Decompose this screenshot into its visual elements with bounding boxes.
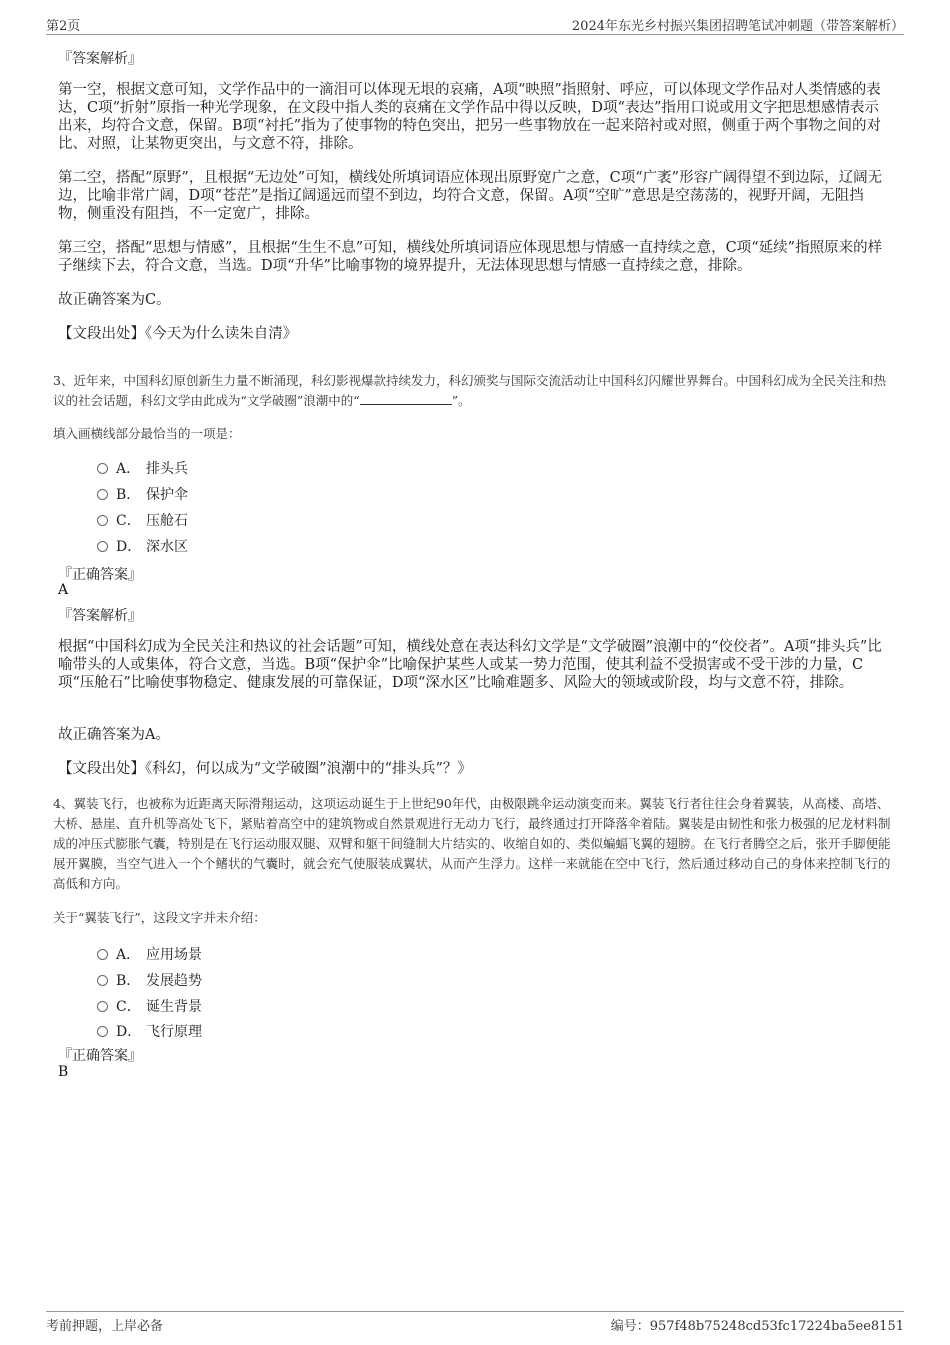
q3-correct-value: A: [58, 582, 69, 598]
q4-option-c[interactable]: C． 诞生背景: [97, 996, 202, 1016]
q3-question-text: [53, 371, 897, 411]
q3-analysis-label: 『答案解析』: [58, 608, 142, 624]
footer-slogan: 考前押题，上岸必备: [46, 1319, 164, 1334]
radio-icon[interactable]: [97, 1001, 108, 1012]
q4-question-text: 4、翼装飞行，也被称为近距离天际滑翔运动，这项运动诞生于上世纪90年代，由极限跳伞运动演变而来。翼装飞行者往往会身着翼装，从高楼、高塔、大桥、悬崖、直升机等高处飞下，紧贴着高空中的建筑物或自然景观进行无动力飞行，最终通过打开降落伞着陆。翼装是由韧性和张力极强的尼龙材料制成的冲压式膨胀气囊，特别是在飞行运动服双腿、双臂和躯干间缝制大片结实的、收缩自如的、类似蝙蝠飞翼的翅膀。在飞行者腾空之后，张开手脚便能展开翼膜，当空气进入一个个鳍状的气囊时，就会充气使服装成翼状，从而产生浮力。这样一来就能在空中飞行，然后通过移动自己的身体来控制飞行的高低和方向。: [53, 796, 891, 891]
radio-icon[interactable]: [97, 1026, 108, 1037]
q3-option-c[interactable]: C． 压舱石: [97, 510, 188, 530]
radio-icon[interactable]: [97, 541, 108, 552]
radio-icon[interactable]: [97, 975, 108, 986]
page-number: 第2页: [46, 19, 81, 34]
q4-option-b[interactable]: B． 发展趋势: [97, 970, 202, 990]
q2-analysis-para2: 第二空，搭配“原野”，且根据“无边处”可知，横线处所填词语应体现出原野宽广之意，C项“广袤”形容广阔得望不到边际，辽阔无边，比喻非常广阔，D项“苍茫”是指辽阔遥远而望不到边，均符合文意，保留。A项“空旷”意思是空荡荡的，视野开阔，无阻挡物，侧重没有阻挡，不一定宽广，排除。: [58, 170, 883, 222]
page-footer: [46, 1311, 904, 1334]
radio-icon[interactable]: [97, 515, 108, 526]
page-header: [46, 12, 904, 35]
q4-prompt: 关于“翼装飞行”，这段文字并未介绍：: [53, 910, 266, 925]
q3-correct-label: 『正确答案』: [58, 567, 142, 583]
q3-blank: [360, 392, 452, 405]
q4-correct-label: 『正确答案』: [58, 1048, 142, 1064]
q3-analysis: 根据“中国科幻成为全民关注和热议的社会话题”可知，横线处意在表达科幻文学是“文学破圈”浪潮中的“佼佼者”。A项“排头兵”比喻带头的人或集体，符合文意，当选。B项“保护伞”比喻保护某些人或某一势力范围，使其利益不受损害或不受干涉的力量，C项“压舱石”比喻使事物稳定、健康发展的可靠保证，D项“深水区”比喻难题多、风险大的领域或阶段，均与文意不符，排除。: [58, 639, 882, 691]
q2-analysis-label: 『答案解析』: [58, 51, 142, 67]
q3-question-text-a: 3、近年来，中国科幻原创新生力量不断涌现，科幻影视爆款持续发力，科幻颁奖与国际交流活动让中国科幻闪耀世界舞台。中国科幻成为全民关注和热议的社会话题，科幻文学由此成为“文学破圈”浪潮中的“: [53, 373, 886, 408]
q2-analysis-para3: 第三空，搭配“思想与情感”，且根据“生生不息”可知，横线处所填词语应体现思想与情感一直持续之意，C项“延续”指照原来的样子继续下去，符合文意，当选。D项“升华”比喻事物的境界提升，无法体现思想与情感一直持续之意，排除。: [58, 240, 883, 274]
q3-conclusion: 故正确答案为A。: [58, 727, 170, 743]
q3-option-b[interactable]: B． 保护伞: [97, 484, 188, 504]
q3-option-d[interactable]: D． 深水区: [97, 536, 188, 556]
q2-analysis-para1: 第一空，根据文意可知，文学作品中的一滴泪可以体现无垠的哀痛，A项“映照”指照射、呼应，可以体现文学作品对人类情感的表达，C项“折射”原指一种光学现象，在文段中指人类的哀痛在文学作品中得以反映，D项“表达”指用口说或用文字把思想感情表示出来，均符合文意，保留。B项“衬托”指为了使事物的特色突出，把另一些事物放在一起来陪衬或对照，侧重于两个事物之间的对比、对照，让某物更突出，与文意不符，排除。: [58, 82, 881, 152]
q2-source: 【文段出处】《今天为什么读朱自清》: [58, 326, 298, 342]
q4-option-a[interactable]: A． 应用场景: [97, 944, 202, 964]
radio-icon[interactable]: [97, 489, 108, 500]
document-title: 2024年东光乡村振兴集团招聘笔试冲刺题（带答案解析）: [571, 19, 904, 34]
q4-correct-value: B: [58, 1064, 69, 1080]
radio-icon[interactable]: [97, 463, 108, 474]
q4-option-d[interactable]: D． 飞行原理: [97, 1021, 202, 1041]
q3-option-a[interactable]: A． 排头兵: [97, 458, 188, 478]
q3-question-text-b: ”。: [451, 393, 471, 408]
q2-conclusion: 故正确答案为C。: [58, 292, 171, 308]
q3-prompt: 填入画横线部分最恰当的一项是：: [53, 426, 241, 441]
q3-source: 【文段出处】《科幻，何以成为“文学破圈”浪潮中的“排头兵”？》: [58, 761, 472, 777]
document-id: 编号：957f48b75248cd53fc17224ba5ee8151: [610, 1319, 904, 1334]
radio-icon[interactable]: [97, 949, 108, 960]
